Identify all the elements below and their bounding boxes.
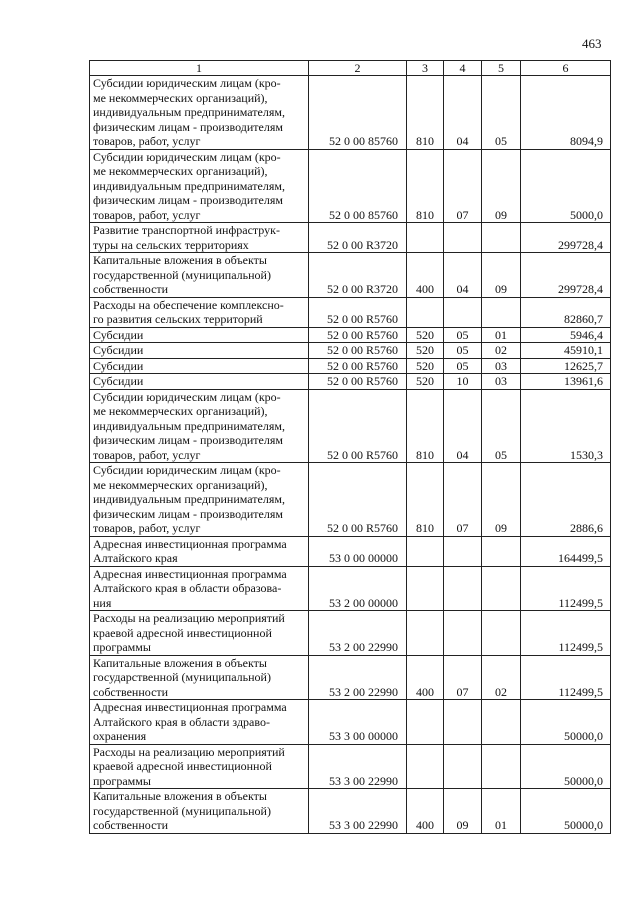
subsection-cell — [482, 536, 521, 566]
section-cell: 04 — [444, 253, 482, 298]
amount-cell: 8094,9 — [521, 76, 611, 150]
item-name-cell: Субсидии — [90, 374, 309, 390]
amount-cell: 5946,4 — [521, 327, 611, 343]
section-cell — [444, 566, 482, 611]
table-row — [90, 327, 611, 343]
column-header: 5 — [482, 61, 521, 76]
item-name-cell: Адресная инвестиционная программа Алтайского края в области здраво- охранения — [90, 700, 309, 745]
item-name-cell: Субсидии — [90, 358, 309, 374]
target-code-cell: 52 0 00 85760 — [309, 76, 407, 150]
table-row — [90, 223, 611, 253]
target-code-cell: 52 0 00 R3720 — [309, 223, 407, 253]
subsection-cell: 02 — [482, 655, 521, 700]
expense-type-cell — [407, 566, 444, 611]
expense-type-cell: 810 — [407, 76, 444, 150]
column-header: 3 — [407, 61, 444, 76]
expense-type-cell — [407, 700, 444, 745]
section-cell — [444, 223, 482, 253]
section-cell: 05 — [444, 327, 482, 343]
item-name-cell: Развитие транспортной инфраструк- туры на сельских территориях — [90, 223, 309, 253]
expense-type-cell — [407, 223, 444, 253]
amount-cell: 12625,7 — [521, 358, 611, 374]
item-name-cell: Субсидии юридическим лицам (кро- ме некоммерческих организаций), индивидуальным предпринимателям, физическим лицам - производителям товаров, работ, услуг — [90, 149, 309, 223]
section-cell: 05 — [444, 358, 482, 374]
table-row — [90, 358, 611, 374]
subsection-cell — [482, 297, 521, 327]
expense-type-cell: 400 — [407, 253, 444, 298]
target-code-cell: 52 0 00 85760 — [309, 149, 407, 223]
table-row — [90, 744, 611, 789]
section-cell — [444, 297, 482, 327]
item-name-cell: Капитальные вложения в объекты государственной (муниципальной) собственности — [90, 789, 309, 834]
section-cell: 10 — [444, 374, 482, 390]
target-code-cell: 53 2 00 22990 — [309, 611, 407, 656]
section-cell: 07 — [444, 463, 482, 537]
budget-table — [89, 60, 611, 834]
section-cell: 07 — [444, 655, 482, 700]
section-cell — [444, 700, 482, 745]
subsection-cell: 02 — [482, 343, 521, 359]
expense-type-cell: 400 — [407, 655, 444, 700]
table-row — [90, 253, 611, 298]
target-code-cell: 52 0 00 R5760 — [309, 297, 407, 327]
item-name-cell: Субсидии юридическим лицам (кро- ме некоммерческих организаций), индивидуальным предпринимателям, физическим лицам - производителям товаров, работ, услуг — [90, 76, 309, 150]
section-cell: 09 — [444, 789, 482, 834]
target-code-cell: 52 0 00 R5760 — [309, 389, 407, 463]
subsection-cell: 09 — [482, 463, 521, 537]
section-cell — [444, 611, 482, 656]
subsection-cell: 03 — [482, 358, 521, 374]
column-header: 6 — [521, 61, 611, 76]
table-header-row — [90, 61, 611, 76]
subsection-cell: 09 — [482, 149, 521, 223]
subsection-cell — [482, 700, 521, 745]
item-name-cell: Субсидии — [90, 343, 309, 359]
expense-type-cell — [407, 744, 444, 789]
subsection-cell: 05 — [482, 76, 521, 150]
table-row — [90, 700, 611, 745]
item-name-cell: Капитальные вложения в объекты государственной (муниципальной) собственности — [90, 253, 309, 298]
subsection-cell — [482, 611, 521, 656]
expense-type-cell: 810 — [407, 389, 444, 463]
amount-cell: 5000,0 — [521, 149, 611, 223]
table-row — [90, 389, 611, 463]
item-name-cell: Расходы на реализацию мероприятий краевой адресной инвестиционной программы — [90, 744, 309, 789]
subsection-cell: 01 — [482, 327, 521, 343]
expense-type-cell: 810 — [407, 463, 444, 537]
target-code-cell: 52 0 00 R5760 — [309, 463, 407, 537]
item-name-cell: Капитальные вложения в объекты государственной (муниципальной) собственности — [90, 655, 309, 700]
item-name-cell: Субсидии юридическим лицам (кро- ме некоммерческих организаций), индивидуальным предпринимателям, физическим лицам - производителям товаров, работ, услуг — [90, 389, 309, 463]
subsection-cell: 03 — [482, 374, 521, 390]
section-cell — [444, 536, 482, 566]
item-name-cell: Субсидии юридическим лицам (кро- ме некоммерческих организаций), индивидуальным предпринимателям, физическим лицам - производителям товаров, работ, услуг — [90, 463, 309, 537]
expense-type-cell: 400 — [407, 789, 444, 834]
subsection-cell — [482, 223, 521, 253]
expense-type-cell: 520 — [407, 327, 444, 343]
amount-cell: 13961,6 — [521, 374, 611, 390]
target-code-cell: 52 0 00 R5760 — [309, 374, 407, 390]
subsection-cell — [482, 744, 521, 789]
target-code-cell: 53 0 00 00000 — [309, 536, 407, 566]
item-name-cell: Расходы на реализацию мероприятий краевой адресной инвестиционной программы — [90, 611, 309, 656]
amount-cell: 50000,0 — [521, 744, 611, 789]
table-row — [90, 297, 611, 327]
column-header: 1 — [90, 61, 309, 76]
subsection-cell: 05 — [482, 389, 521, 463]
target-code-cell: 52 0 00 R5760 — [309, 327, 407, 343]
table-row — [90, 149, 611, 223]
target-code-cell: 53 3 00 22990 — [309, 789, 407, 834]
target-code-cell: 53 2 00 00000 — [309, 566, 407, 611]
expense-type-cell — [407, 611, 444, 656]
table-row — [90, 536, 611, 566]
section-cell: 05 — [444, 343, 482, 359]
subsection-cell: 09 — [482, 253, 521, 298]
expense-type-cell: 810 — [407, 149, 444, 223]
column-header: 2 — [309, 61, 407, 76]
section-cell: 07 — [444, 149, 482, 223]
target-code-cell: 53 3 00 00000 — [309, 700, 407, 745]
section-cell — [444, 744, 482, 789]
table-row — [90, 76, 611, 150]
amount-cell: 299728,4 — [521, 223, 611, 253]
table-row — [90, 463, 611, 537]
table-row — [90, 566, 611, 611]
amount-cell: 164499,5 — [521, 536, 611, 566]
table-row — [90, 655, 611, 700]
item-name-cell: Субсидии — [90, 327, 309, 343]
table-row — [90, 789, 611, 834]
subsection-cell — [482, 566, 521, 611]
section-cell: 04 — [444, 389, 482, 463]
expense-type-cell: 520 — [407, 358, 444, 374]
amount-cell: 50000,0 — [521, 700, 611, 745]
target-code-cell: 53 3 00 22990 — [309, 744, 407, 789]
item-name-cell: Адресная инвестиционная программа Алтайского края — [90, 536, 309, 566]
amount-cell: 112499,5 — [521, 566, 611, 611]
table-row — [90, 611, 611, 656]
expense-type-cell — [407, 536, 444, 566]
amount-cell: 112499,5 — [521, 655, 611, 700]
target-code-cell: 52 0 00 R5760 — [309, 343, 407, 359]
table-row — [90, 343, 611, 359]
amount-cell: 1530,3 — [521, 389, 611, 463]
amount-cell: 2886,6 — [521, 463, 611, 537]
subsection-cell: 01 — [482, 789, 521, 834]
amount-cell: 299728,4 — [521, 253, 611, 298]
column-header: 4 — [444, 61, 482, 76]
target-code-cell: 52 0 00 R5760 — [309, 358, 407, 374]
expense-type-cell: 520 — [407, 374, 444, 390]
expense-type-cell: 520 — [407, 343, 444, 359]
item-name-cell: Расходы на обеспечение комплексно- го развития сельских территорий — [90, 297, 309, 327]
amount-cell: 112499,5 — [521, 611, 611, 656]
page-number: 463 — [582, 36, 602, 51]
item-name-cell: Адресная инвестиционная программа Алтайского края в области образова- ния — [90, 566, 309, 611]
table-row — [90, 374, 611, 390]
amount-cell: 45910,1 — [521, 343, 611, 359]
target-code-cell: 52 0 00 R3720 — [309, 253, 407, 298]
target-code-cell: 53 2 00 22990 — [309, 655, 407, 700]
section-cell: 04 — [444, 76, 482, 150]
amount-cell: 82860,7 — [521, 297, 611, 327]
expense-type-cell — [407, 297, 444, 327]
amount-cell: 50000,0 — [521, 789, 611, 834]
